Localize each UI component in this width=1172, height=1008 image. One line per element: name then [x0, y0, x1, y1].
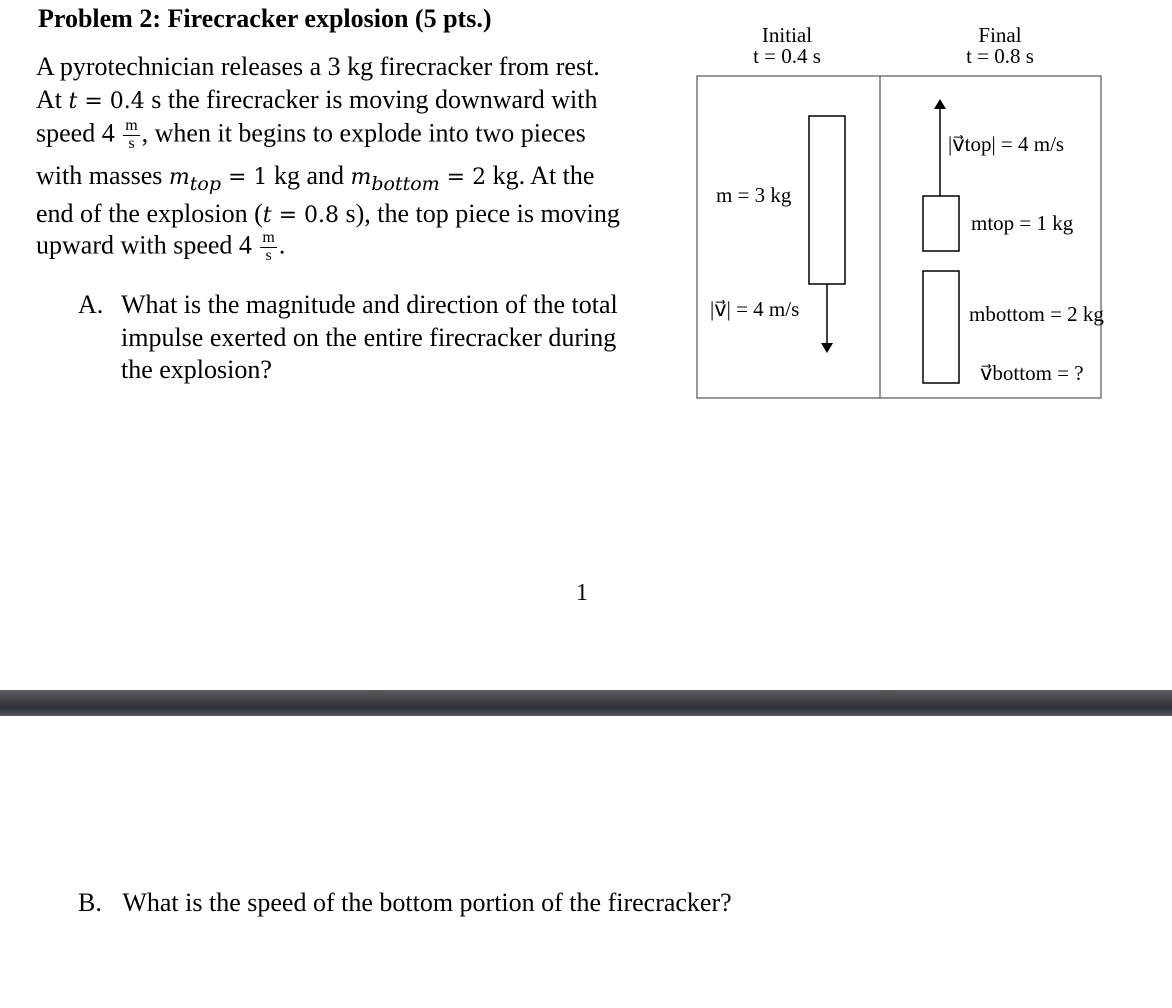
bottom-velocity-label: v⃗bottom = ?	[980, 361, 1084, 385]
bottom-mass-label: mbottom = 2 kg	[969, 302, 1104, 326]
top-velocity-label: |v⃗top| = 4 m/s	[948, 132, 1065, 156]
problem-line-3: speed 4 $\frac{m}{s}$ , when it begins to explode into two pieces	[36, 117, 586, 152]
problem-line-4: with masses $m_{top} = 1$ kg and $m_{bottom} = 2$ kg. At the	[36, 161, 595, 196]
problem-line-1: A pyrotechnician releases a 3 kg firecracker from rest.	[36, 52, 600, 81]
initial-mass-label: m = 3 kg	[716, 183, 792, 207]
problem-line-6: upward with speed 4 $\frac{m}{s}$ .	[36, 229, 286, 264]
initial-time: t = 0.4 s	[753, 44, 821, 68]
top-mass-label: mtop = 1 kg	[971, 211, 1074, 235]
question-b-text: What is the speed of the bottom portion of the firecracker?	[122, 888, 732, 917]
question-a-label: A.	[78, 290, 104, 319]
diagram-frame	[697, 76, 1101, 398]
firecracker-initial	[809, 116, 845, 284]
unit-fraction: $\frac{m}{s}$	[262, 229, 275, 264]
question-a-line-2: impulse exerted on the entire firecracker during	[121, 323, 617, 352]
page-number: 1	[576, 580, 588, 606]
initial-velocity-label: |v⃗| = 4 m/s	[710, 297, 800, 321]
question-a-line-3: the explosion?	[121, 355, 272, 384]
firecracker-top-piece	[923, 196, 959, 251]
question-a-line-1: What is the magnitude and direction of the total	[121, 290, 618, 319]
final-time: t = 0.8 s	[966, 44, 1034, 68]
firecracker-diagram	[690, 20, 1110, 410]
problem-line-5: end of the explosion (t = 0.8 s), the top piece is moving	[36, 199, 620, 228]
page-separator	[0, 690, 1172, 716]
question-b	[78, 888, 732, 918]
initial-title: Initial	[761, 23, 813, 47]
problem-line-2: At t = 0.4 s the firecracker is moving downward with	[36, 85, 598, 114]
problem-title: Problem 2: Firecracker explosion (5 pts.)	[38, 4, 492, 33]
firecracker-bottom-piece	[923, 271, 959, 383]
question-b-label: B.	[78, 888, 102, 917]
unit-fraction: $\frac{m}{s}$	[125, 117, 138, 152]
question-a	[78, 290, 678, 390]
final-title: Final	[978, 23, 1022, 47]
